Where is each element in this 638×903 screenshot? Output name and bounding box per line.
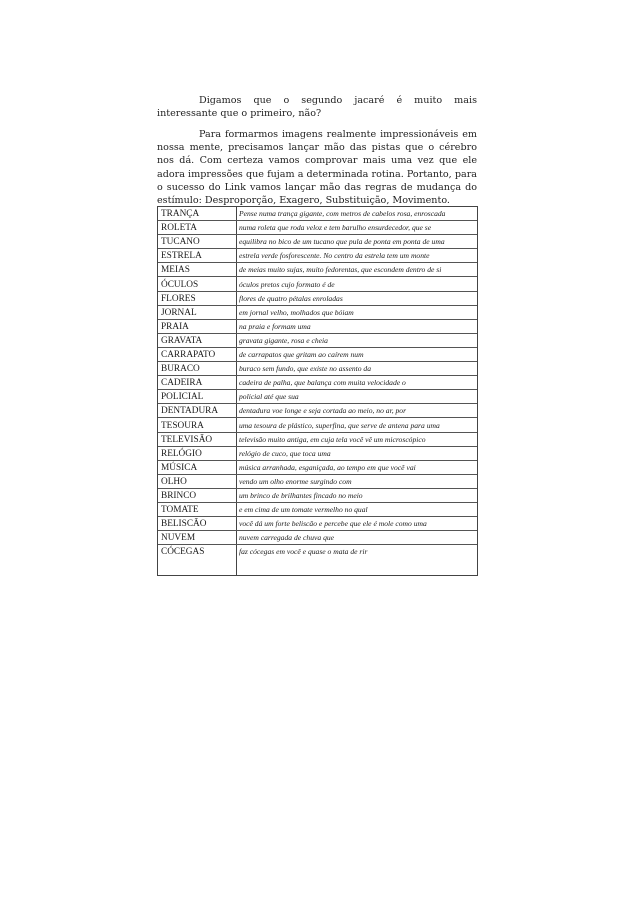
- table-cell-description: você dá um forte beliscão e percebe que ele é mole como uma: [239, 519, 427, 529]
- table-row: [158, 263, 477, 277]
- table-cell-word: MÚSICA: [161, 462, 198, 473]
- table-cell-description: faz cócegas em você e quase o mata de rir: [239, 547, 368, 557]
- table-cell-description: policial até que sua: [239, 392, 299, 402]
- table-cell-description: equilibra no bico de um tucano que pula de ponta em ponta de uma: [239, 237, 445, 247]
- intro-paragraph-2: [157, 128, 477, 207]
- table-row: [158, 419, 477, 433]
- table-row: [158, 447, 477, 461]
- table-cell-description: um brinco de brilhantes fincado no meio: [239, 491, 363, 500]
- table-cell-description: óculos pretos cujo formato é de: [239, 279, 335, 289]
- table-cell-word: FLORES: [161, 293, 196, 304]
- table-cell-word: RELÓGIO: [161, 448, 202, 459]
- table-cell-description: na praia e formam uma: [239, 321, 311, 331]
- table-row: [158, 235, 477, 249]
- table-cell-word: ESTRELA: [161, 251, 202, 262]
- table-row: [158, 475, 477, 489]
- table-cell-word: CARRAPATO: [161, 350, 216, 360]
- table-row: [158, 306, 477, 320]
- table-cell-word: GRAVATA: [161, 335, 203, 346]
- table-cell-description: buraco sem fundo, que existe no assento da: [239, 364, 372, 374]
- table-row: [158, 348, 477, 362]
- table-cell-description: gravata gigante, rosa e cheia: [239, 335, 328, 345]
- table-row: [158, 278, 477, 292]
- table-cell-word: TESOURA: [161, 420, 204, 431]
- table-cell-description: de meias muito sujas, muito fedorentas, que escondem dentro de si: [239, 265, 442, 275]
- table-cell-description: cadeira de palha, que balança com muita velocidade o: [239, 378, 406, 388]
- table-cell-word: NUVEM: [161, 533, 196, 544]
- table-row: [158, 334, 477, 348]
- table-row: [158, 545, 477, 559]
- table-cell-word: DENTADURA: [161, 406, 219, 417]
- word-association-table: [157, 206, 478, 576]
- table-row: [158, 207, 477, 221]
- intro-paragraph-1-text: Digamos que o segundo jacaré é muito mais interessante que o primeiro, não?: [157, 95, 477, 120]
- table-cell-description: nuvem carregada de chuva que: [239, 533, 335, 543]
- table-cell-description: flores de quatro pétalas enroladas: [239, 293, 343, 303]
- table-cell-word: JORNAL: [161, 307, 197, 318]
- table-cell-description: música arranhada, esganiçada, ao tempo em que você vai: [239, 462, 416, 472]
- table-cell-word: BELISCÃO: [161, 519, 207, 530]
- table-cell-word: ÓCULOS: [161, 279, 199, 290]
- table-cell-word: POLICIAL: [161, 392, 204, 403]
- table-row: [158, 489, 477, 503]
- table-row: [158, 376, 477, 390]
- table-row: [158, 503, 477, 517]
- table-cell-word: TRANÇA: [161, 209, 200, 219]
- table-row: [158, 249, 477, 263]
- table-cell-word: MEIAS: [161, 265, 190, 276]
- table-cell-description: uma tesoura de plástico, superfina, que serve de antena para uma: [239, 420, 440, 430]
- table-cell-word: OLHO: [161, 476, 187, 487]
- table-cell-description: de carrapatos que gritam ao caírem num: [239, 350, 364, 359]
- table-row: [158, 517, 477, 531]
- table-cell-word: TELEVISÃO: [161, 434, 213, 445]
- table-cell-description: em jornal velho, molhados que bóiam: [239, 307, 354, 317]
- table-row: [158, 320, 477, 334]
- table-row: [158, 221, 477, 235]
- table-cell-word: ROLETA: [161, 223, 197, 234]
- table-cell-description: televisão muito antiga, em cuja tela você vê um microscópico: [239, 434, 426, 444]
- table-cell-description: vendo um olho enorme surgindo com: [239, 476, 352, 486]
- table-cell-description: dentadura voe longe e seja cortada ao meio, no ar, por: [239, 406, 407, 416]
- table-cell-word: TOMATE: [161, 505, 199, 516]
- table-cell-word: BURACO: [161, 364, 200, 375]
- intro-paragraph-2-text: Para formarmos imagens realmente impressionáveis em nossa mente, precisamos lançar mão das pistas que o cérebro nos dá. Com certeza vamos comprovar mais uma vez que ele adora impressões que fujam a determinada rotina. Portanto, para o sucesso do Link vamos lançar mão das regras de mudança do estímulo: Desproporção, Exagero, Substituição, Movimento.: [157, 129, 477, 207]
- table-cell-description: estrela verde fosforescente. No centro da estrela tem um monte: [239, 251, 430, 261]
- table-cell-word: TUCANO: [161, 237, 200, 248]
- table-row: [158, 362, 477, 376]
- table-cell-word: BRINCO: [161, 491, 197, 501]
- table-row: [158, 433, 477, 447]
- table-row: [158, 461, 477, 475]
- intro-paragraph-1: [157, 94, 477, 120]
- table-row: [158, 292, 477, 306]
- table-cell-word: CÓCEGAS: [161, 547, 205, 558]
- table-cell-description: Pense numa trança gigante, com metros de cabelos rosa, enroscada: [239, 209, 446, 218]
- table-cell-word: PRAIA: [161, 321, 189, 332]
- table-row: [158, 531, 477, 545]
- table-cell-description: relógio de cuco, que toca uma: [239, 448, 331, 458]
- table-cell-description: numa roleta que roda veloz e tem barulho ensurdecedor, que se: [239, 223, 432, 233]
- table-cell-description: e em cima de um tomate vermelho no qual: [239, 505, 368, 515]
- table-cell-word: CADEIRA: [161, 378, 203, 389]
- table-row: [158, 404, 477, 418]
- table-row: [158, 390, 477, 404]
